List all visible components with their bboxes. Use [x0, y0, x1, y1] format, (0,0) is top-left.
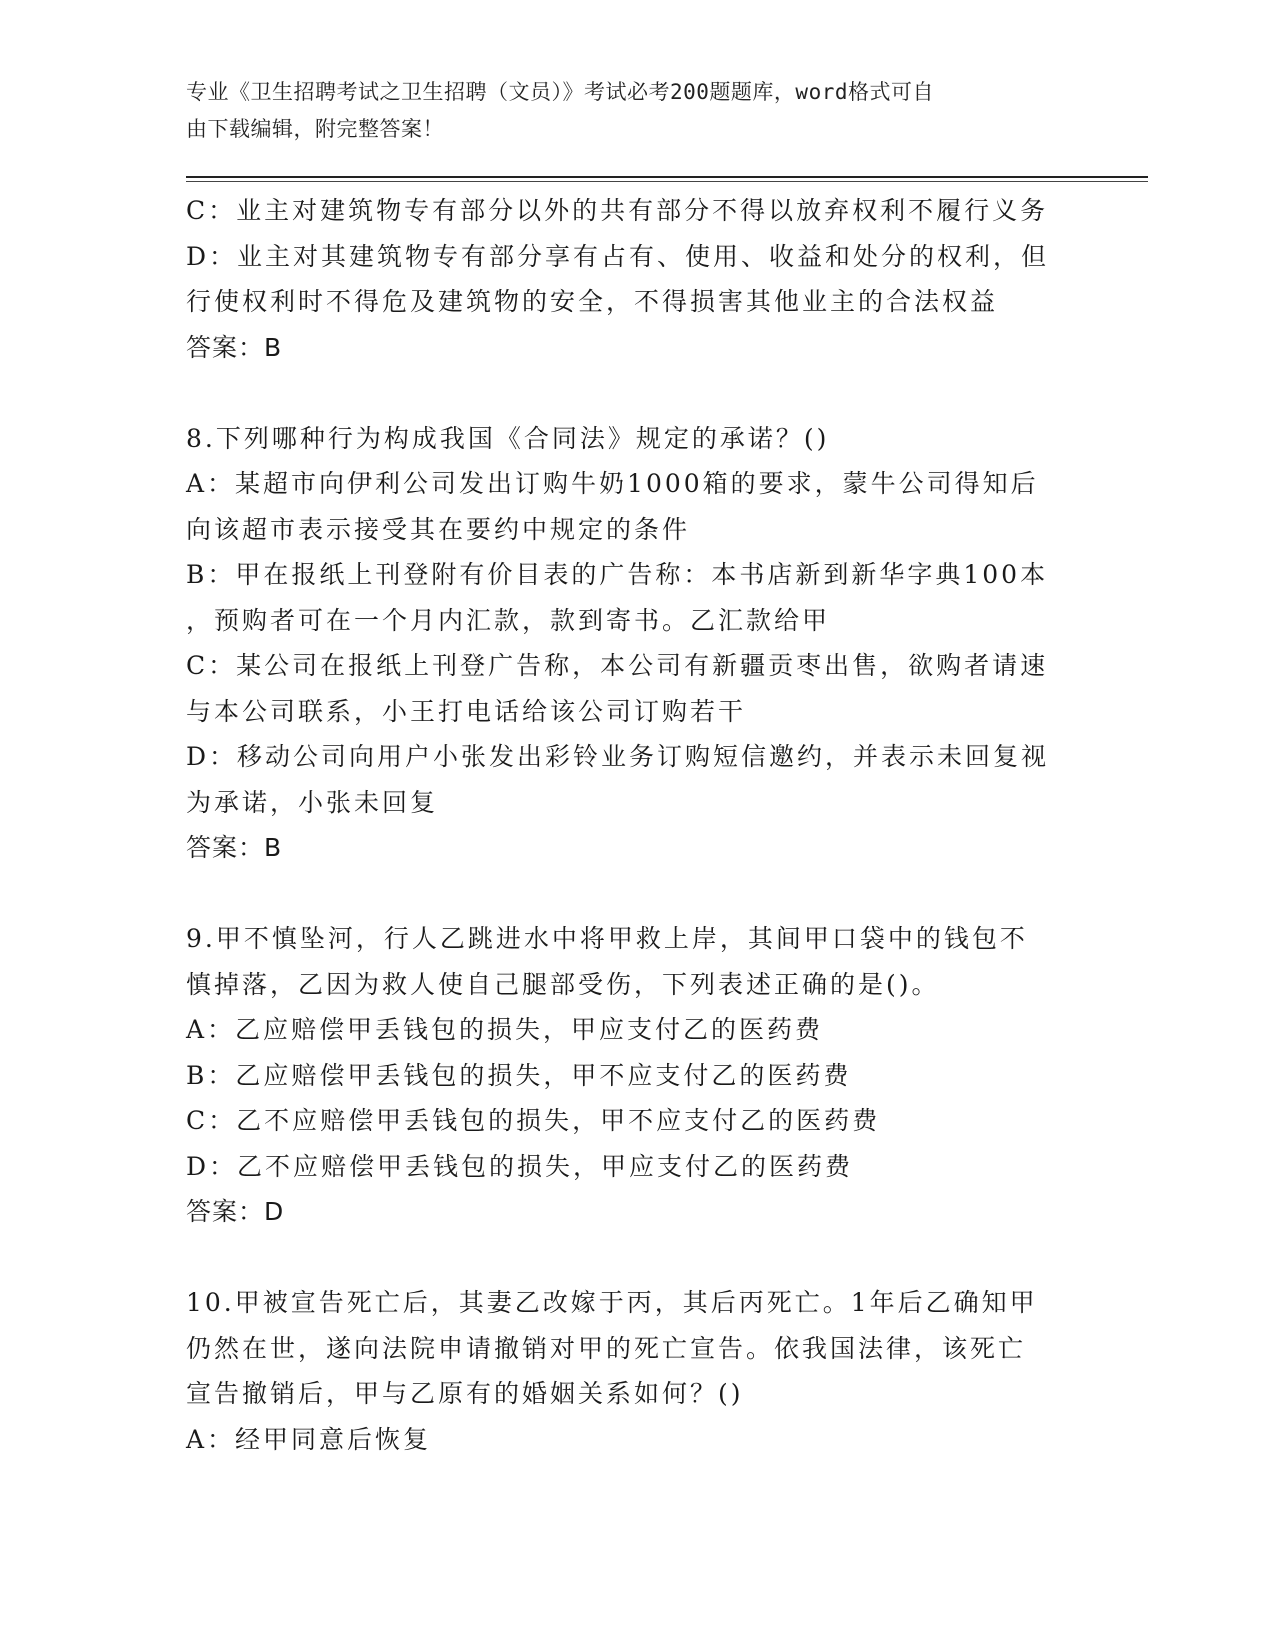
- option-b-line-1: B：甲在报纸上刊登附有价目表的广告称：本书店新到新华字典100本: [186, 560, 1049, 589]
- option-c: C：业主对建筑物专有部分以外的共有部分不得以放弃权利不履行义务: [186, 196, 1049, 225]
- option-a-line-2: 向该超市表示接受其在要约中规定的条件: [186, 514, 691, 544]
- option-a-line-1: A：某超市向伊利公司发出订购牛奶1000箱的要求，蒙牛公司得知后: [186, 469, 1039, 498]
- question-stem-line-2: 仍然在世，遂向法院申请撤销对甲的死亡宣告。依我国法律，该死亡: [186, 1333, 1027, 1363]
- question-stem: 8.下列哪种行为构成我国《合同法》规定的承诺？(): [186, 423, 830, 453]
- option-d-line-1: D：移动公司向用户小张发出彩铃业务订购短信邀约，并表示未回复视: [186, 742, 1050, 771]
- question-block-10: [186, 1280, 1086, 1462]
- question-stem-line-1: 10.甲被宣告死亡后，其妻乙改嫁于丙，其后丙死亡。1年后乙确知甲: [186, 1288, 1038, 1317]
- question-block-9: [186, 916, 1086, 1235]
- option-c-line-2: 与本公司联系，小王打电话给该公司订购若干: [186, 696, 747, 726]
- header-divider-thin: [186, 181, 1148, 182]
- question-stem-line-1: 9.甲不慎坠河，行人乙跳进水中将甲救上岸，其间甲口袋中的钱包不: [186, 924, 1028, 953]
- spacer: [186, 1235, 1086, 1281]
- spacer: [186, 871, 1086, 917]
- header-title-line-1: 专业《卫生招聘考试之卫生招聘（文员）》考试必考200题题库，word格式可自: [186, 80, 934, 104]
- option-c: C：乙不应赔偿甲丢钱包的损失，甲不应支付乙的医药费: [186, 1106, 881, 1135]
- option-c-line-1: C：某公司在报纸上刊登广告称，本公司有新疆贡枣出售，欲购者请速: [186, 651, 1049, 680]
- question-stem-line-2: 慎掉落，乙因为救人使自己腿部受伤，下列表述正确的是()。: [186, 969, 940, 999]
- option-d-line-2: 行使权利时不得危及建筑物的安全，不得损害其他业主的合法权益: [186, 287, 999, 316]
- question-stem-line-3: 宣告撤销后，甲与乙原有的婚姻关系如何？(): [186, 1379, 744, 1408]
- document-header: [186, 74, 1066, 148]
- option-a: A：经甲同意后恢复: [186, 1424, 432, 1454]
- question-block-8: [186, 416, 1086, 871]
- answer: 答案：B: [186, 833, 283, 862]
- header-divider-thick: [186, 176, 1148, 178]
- header-title-line-2: 由下载编辑，附完整答案！: [186, 117, 444, 141]
- question-block-previous: [186, 188, 1086, 370]
- option-b: B：乙应赔偿甲丢钱包的损失，甲不应支付乙的医药费: [186, 1060, 852, 1090]
- spacer: [186, 370, 1086, 416]
- option-a: A：乙应赔偿甲丢钱包的损失，甲应支付乙的医药费: [186, 1015, 824, 1044]
- option-d-line-2: 为承诺，小张未回复: [186, 787, 439, 817]
- option-b-line-2: ，预购者可在一个月内汇款，款到寄书。乙汇款给甲: [186, 605, 831, 635]
- answer: 答案：D: [186, 1197, 285, 1226]
- option-d: D：乙不应赔偿甲丢钱包的损失，甲应支付乙的医药费: [186, 1151, 854, 1181]
- answer: 答案：B: [186, 332, 283, 362]
- document-body: [186, 188, 1086, 1462]
- option-d-line-1: D：业主对其建筑物专有部分享有占有、使用、收益和处分的权利，但: [186, 241, 1050, 271]
